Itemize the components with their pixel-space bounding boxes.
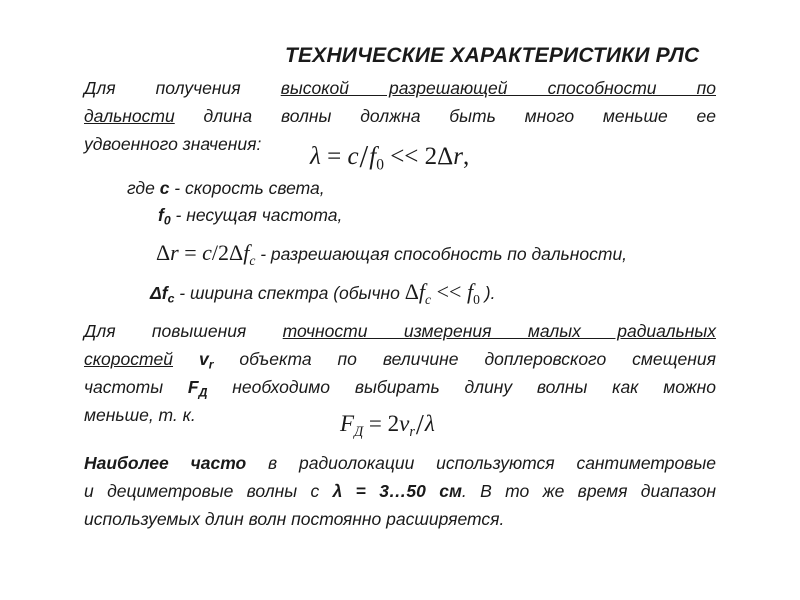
formula-subscript: 0: [376, 156, 384, 174]
underlined-text: высокой разрешающей способности по: [280, 78, 716, 98]
formula-symbol: λ: [310, 143, 321, 170]
formula-symbol: f: [418, 279, 426, 304]
underlined-text: точности измерения малых радиальных: [282, 321, 716, 341]
page-title: ТЕХНИЧЕСКИЕ ХАРАКТЕРИСТИКИ РЛС: [285, 44, 700, 67]
formula-symbol: Δ: [404, 279, 419, 304]
formula-subscript: c: [425, 291, 432, 307]
formula-operator: =: [178, 240, 203, 265]
symbol-vr: v: [173, 349, 209, 369]
text-run: частоты: [84, 377, 188, 397]
symbol-delta-fc: Δf: [150, 283, 168, 303]
formula-symbol: f: [466, 279, 474, 304]
text-run: Для повышения: [84, 321, 283, 341]
formula-subscript: Д: [354, 423, 364, 440]
formula-symbol: Δ: [156, 240, 171, 265]
symbol-subscript: r: [208, 357, 214, 372]
definition-f0: [158, 205, 342, 228]
formula-operator: <<: [431, 279, 467, 304]
text-line: [84, 317, 716, 345]
text-run: используемых длин волн постоянно расширяется.: [84, 509, 505, 529]
symbol-fd: F: [187, 377, 199, 397]
text-line: [84, 74, 716, 102]
formula-symbol: λ: [424, 411, 435, 436]
symbol-c: c: [159, 178, 170, 198]
formula-doppler: [340, 408, 435, 441]
text-line: [84, 102, 716, 130]
fraction-slash: /: [211, 240, 219, 265]
definition-delta-r: [156, 240, 627, 269]
text-run: удвоенного значения:: [84, 134, 262, 154]
formula-symbol: c: [347, 143, 359, 170]
formula-symbol: v: [399, 411, 410, 436]
text-run: меньше, т. к.: [84, 405, 196, 425]
text-run: необходимо выбирать длину волны как можно: [207, 377, 716, 397]
paragraph-wavelength-range: [84, 449, 716, 533]
formula-range-resolution: [156, 240, 256, 268]
symbol-subscript: 0: [163, 213, 171, 228]
formula-subscript: 0: [473, 291, 480, 307]
text-run: в радиолокации используются сантиметровые: [246, 453, 716, 473]
formula-symbol: r: [453, 143, 463, 170]
formula-symbol: c: [202, 240, 212, 265]
symbol-subscript: c: [167, 291, 175, 306]
formula-symbol: F: [340, 411, 355, 436]
formula-number: 2: [218, 240, 230, 265]
text-run: - скорость света,: [169, 178, 325, 198]
formula-symbol: r: [170, 240, 179, 265]
formula-subscript: c: [249, 252, 256, 268]
text-line: [84, 345, 716, 373]
formula-operator: << 2: [383, 143, 438, 170]
text-run: где: [127, 178, 160, 198]
formula-symbol: f: [369, 143, 377, 170]
fraction-slash: /: [359, 139, 369, 174]
text-run: Для получения: [84, 78, 281, 98]
underlined-text: дальности: [84, 106, 175, 126]
formula-subscript: r: [409, 423, 415, 440]
text-line: [84, 477, 716, 505]
formula-spectrum-condition: [404, 279, 480, 307]
formula-symbol: Δ: [229, 240, 244, 265]
text-run: объекта по величине доплеровского смещения: [213, 349, 716, 369]
underlined-text: скоростей: [84, 349, 174, 369]
text-run: длина волны должна быть много меньше ее: [174, 106, 716, 126]
text-line: [84, 505, 716, 533]
text-run: и дециметровые волны с: [84, 481, 333, 501]
symbol-subscript: Д: [198, 385, 208, 400]
text-run: - несущая частота,: [170, 205, 343, 225]
bold-text: λ = 3…50 см: [332, 481, 462, 501]
text-line: [84, 373, 716, 401]
formula-wavelength: [310, 138, 469, 174]
text-run: - ширина спектра (обычно: [174, 283, 405, 303]
text-run: . В то же время диапазон: [461, 481, 716, 501]
definition-c: [127, 178, 325, 199]
symbol-f0: f: [158, 205, 164, 225]
formula-operator: = 2: [363, 411, 400, 436]
text-line: [84, 449, 716, 477]
fraction-slash: /: [415, 409, 424, 441]
formula-symbol: Δ: [437, 143, 454, 170]
formula-punctuation: ,: [462, 143, 470, 170]
bold-text: Наиболее часто: [84, 453, 247, 473]
definition-delta-fc: [150, 279, 495, 308]
formula-symbol: f: [243, 240, 250, 265]
text-run: - разрешающая способность по дальности,: [255, 244, 628, 264]
formula-operator: =: [320, 143, 348, 170]
text-run: ).: [479, 283, 496, 303]
